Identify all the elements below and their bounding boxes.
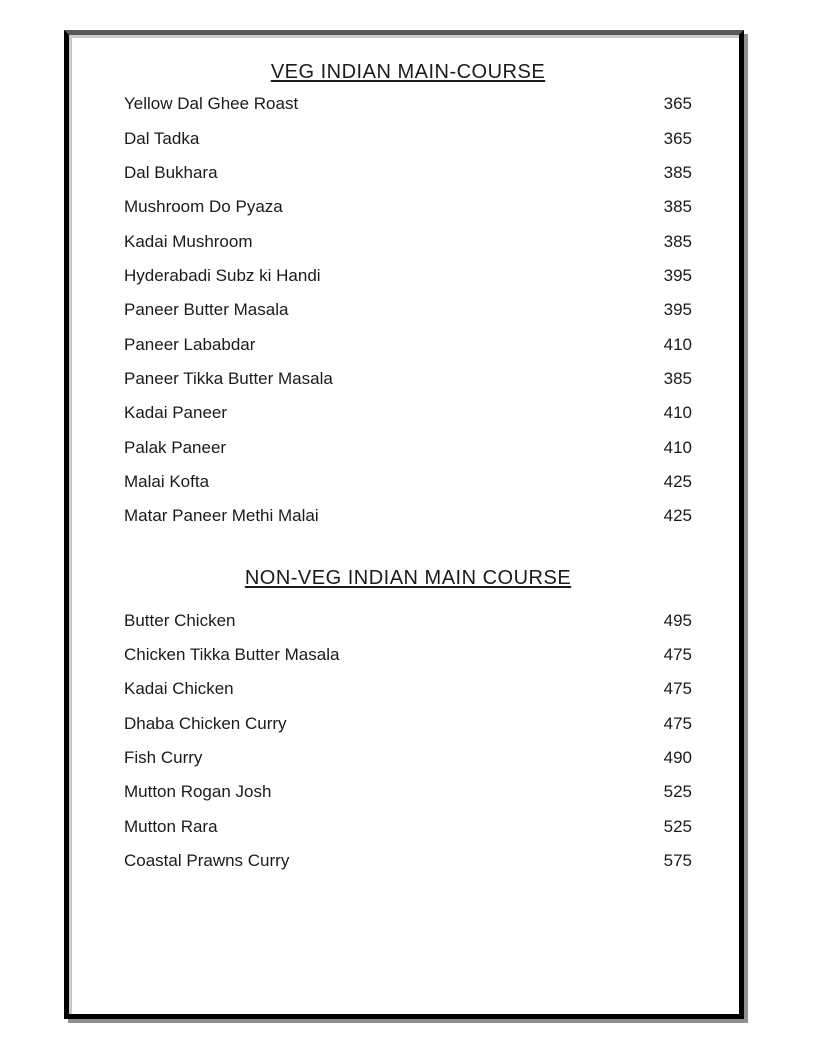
menu-item-name: Malai Kofta	[124, 471, 210, 491]
menu-item-row	[124, 190, 692, 224]
menu-item-name: Paneer Lababdar	[124, 334, 256, 354]
menu-item-price: 385	[663, 368, 692, 388]
menu-item-price: 395	[663, 265, 692, 285]
menu-item-name: Yellow Dal Ghee Roast	[124, 94, 299, 114]
menu-item-price: 385	[663, 162, 692, 182]
menu-item-price: 410	[663, 403, 692, 423]
menu-item-name: Dhaba Chicken Curry	[124, 713, 287, 733]
menu-item-name: Kadai Paneer	[124, 403, 228, 423]
menu-item-name: Butter Chicken	[124, 610, 236, 630]
menu-item-row	[124, 603, 692, 637]
menu-item-row	[124, 638, 692, 672]
menu-item-price: 475	[663, 644, 692, 664]
menu-item-row	[124, 121, 692, 155]
menu-item-row	[124, 362, 692, 396]
menu-section-veg	[124, 60, 692, 533]
menu-item-row	[124, 396, 692, 430]
menu-item-price: 385	[663, 231, 692, 251]
menu-item-row	[124, 499, 692, 533]
menu-items-nonveg	[124, 603, 692, 878]
menu-item-row	[124, 707, 692, 741]
menu-item-name: Hyderabadi Subz ki Handi	[124, 265, 321, 285]
menu-item-price: 385	[663, 197, 692, 217]
menu-item-row	[124, 87, 692, 121]
menu-item-row	[124, 672, 692, 706]
menu-item-price: 525	[663, 782, 692, 802]
menu-item-name: Mushroom Do Pyaza	[124, 197, 283, 217]
menu-item-name: Palak Paneer	[124, 437, 227, 457]
menu-item-name: Matar Paneer Methi Malai	[124, 506, 319, 526]
menu-item-name: Mutton Rara	[124, 816, 218, 836]
menu-items-veg	[124, 87, 692, 533]
menu-item-price: 425	[663, 506, 692, 526]
menu-item-name: Paneer Butter Masala	[124, 300, 289, 320]
menu-item-name: Coastal Prawns Curry	[124, 851, 290, 871]
menu-item-name: Fish Curry	[124, 748, 203, 768]
menu-item-row	[124, 810, 692, 844]
menu-item-price: 525	[663, 816, 692, 836]
menu-item-row	[124, 430, 692, 464]
menu-item-price: 410	[663, 334, 692, 354]
menu-item-name: Paneer Tikka Butter Masala	[124, 368, 333, 388]
menu-item-row	[124, 293, 692, 327]
section-title-veg: VEG INDIAN MAIN-COURSE	[270, 61, 546, 83]
menu-item-row	[124, 465, 692, 499]
section-title-nonveg: NON-VEG INDIAN MAIN COURSE	[244, 567, 572, 590]
menu-item-price: 395	[663, 300, 692, 320]
menu-item-price: 495	[663, 610, 692, 630]
menu-item-row	[124, 327, 692, 361]
menu-frame	[64, 30, 744, 1019]
menu-item-price: 410	[663, 437, 692, 457]
menu-item-price: 475	[663, 679, 692, 699]
menu-item-price: 475	[663, 713, 692, 733]
menu-item-row	[124, 156, 692, 190]
menu-item-row	[124, 741, 692, 775]
menu-item-row	[124, 775, 692, 809]
menu-item-name: Dal Bukhara	[124, 162, 218, 182]
menu-item-price: 365	[663, 94, 692, 114]
menu-content	[69, 35, 739, 1014]
menu-item-name: Dal Tadka	[124, 128, 200, 148]
menu-section-nonveg	[124, 566, 692, 878]
menu-item-name: Chicken Tikka Butter Masala	[124, 644, 340, 664]
menu-item-name: Kadai Chicken	[124, 679, 234, 699]
menu-item-price: 365	[663, 128, 692, 148]
menu-item-name: Mutton Rogan Josh	[124, 782, 272, 802]
menu-item-row	[124, 844, 692, 878]
menu-item-row	[124, 259, 692, 293]
menu-item-price: 490	[663, 748, 692, 768]
menu-item-row	[124, 224, 692, 258]
menu-item-price: 425	[663, 471, 692, 491]
menu-item-price: 575	[663, 851, 692, 871]
menu-item-name: Kadai Mushroom	[124, 231, 253, 251]
